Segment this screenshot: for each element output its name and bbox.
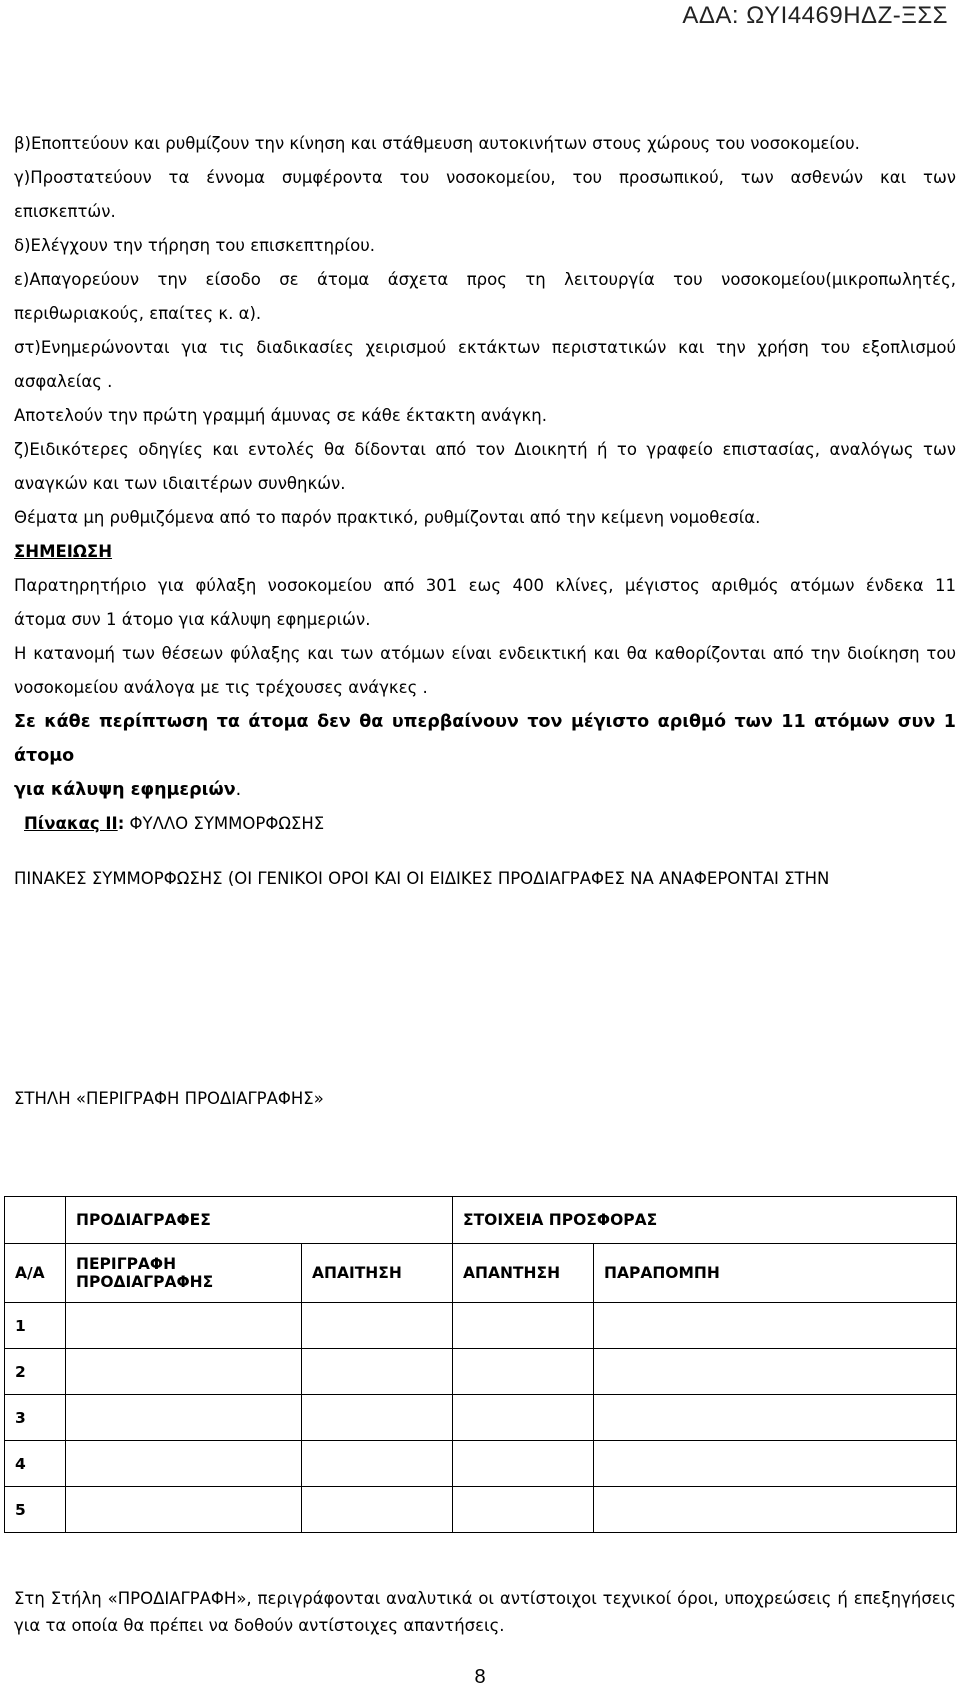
- table-cell: [453, 1395, 594, 1441]
- table-cell: [594, 1395, 957, 1441]
- table-header-description-line2: ΠΡΟΔΙΑΓΡΑΦΗΣ: [76, 1273, 214, 1291]
- table-cell: [302, 1487, 453, 1533]
- table-cell-empty: [5, 1197, 66, 1244]
- table-header-answer: ΑΠΑΝΤΗΣΗ: [453, 1244, 594, 1303]
- table-row: [5, 1349, 957, 1395]
- table-cell: [453, 1349, 594, 1395]
- table-cell: [66, 1395, 302, 1441]
- table-header-reference: ΠΑΡΑΠΟΜΠΗ: [594, 1244, 957, 1303]
- paragraph-paratiritirio-line2: άτομα συν 1 άτομο για κάλυψη εφημεριών.: [14, 610, 371, 629]
- paragraph-g-line2: επισκεπτών.: [14, 202, 116, 221]
- paragraph-z-line2: αναγκών και των ιδιαιτέρων συνθηκών.: [14, 474, 346, 493]
- table-cell: [302, 1395, 453, 1441]
- table-row: [5, 1395, 957, 1441]
- paragraph-apotelouν: Αποτελούν την πρώτη γραμμή άμυνας σε κάθε έκτακτη ανάγκη.: [14, 406, 547, 425]
- table-cell: [594, 1349, 957, 1395]
- table-cell: [453, 1303, 594, 1349]
- table-row: [5, 1441, 957, 1487]
- table-cell: [453, 1441, 594, 1487]
- table-header-row: [5, 1244, 957, 1303]
- table-cell: [66, 1349, 302, 1395]
- table-group-offer: ΣΤΟΙΧΕΙΑ ΠΡΟΣΦΟΡΑΣ: [453, 1197, 957, 1244]
- table-cell: [453, 1487, 594, 1533]
- table-row: [5, 1487, 957, 1533]
- ada-code: ΑΔΑ: ΩΥΙ4469ΗΔΖ-ΞΣΣ: [682, 2, 948, 29]
- paragraph-d: δ)Ελέγχουν την τήρηση του επισκεπτηρίου.: [14, 236, 376, 255]
- table-header-requirement: ΑΠΑΙΤΗΣΗ: [302, 1244, 453, 1303]
- table-group-specs: ΠΡΟΔΙΑΓΡΑΦΕΣ: [66, 1197, 453, 1244]
- paragraph-z-line1: ζ)Ειδικότερες οδηγίες και εντολές θα δίδονται από τον Διοικητή ή το γραφείο επιστασίας, αναλόγως των: [14, 440, 956, 459]
- table-caption: [14, 807, 956, 841]
- table-cell: [66, 1441, 302, 1487]
- note-heading: ΣΗΜΕΙΩΣΗ: [14, 542, 113, 561]
- compliance-table: [4, 1196, 957, 1533]
- table-group-header-row: [5, 1197, 957, 1244]
- paragraph-st-line1: στ)Ενημερώνονται για τις διαδικασίες χειρισμού εκτάκτων περιστατικών και την χρήση του εξοπλισμού: [14, 338, 956, 357]
- table-row-number: 5: [5, 1487, 66, 1533]
- table-header-description: [66, 1244, 302, 1303]
- bold-paragraph-line2: [14, 773, 956, 807]
- document-body: [14, 127, 956, 841]
- table-row: [5, 1303, 957, 1349]
- table-cell: [594, 1303, 957, 1349]
- table-cell: [302, 1349, 453, 1395]
- table-cell: [302, 1303, 453, 1349]
- paragraph-paratiritirio-line1: Παρατηρητήριο για φύλαξη νοσοκομείου από 301 εως 400 κλίνες, μέγιστος αριθμός ατόμων ένδεκα 11: [14, 576, 956, 595]
- paragraph-b: β)Εποπτεύουν και ρυθμίζουν την κίνηση και στάθμευση αυτοκινήτων στους χώρους του νοσοκομείου.: [14, 134, 860, 153]
- table-row-number: 2: [5, 1349, 66, 1395]
- table-cell: [66, 1303, 302, 1349]
- paragraph-katanomi-line2: νοσοκομείου ανάλογα με τις τρέχουσες ανάγκες .: [14, 678, 428, 697]
- table-caption-colon: :: [117, 814, 125, 833]
- table-header-description-line1: ΠΕΡΙΓΡΑΦΗ: [76, 1255, 177, 1273]
- table-header-aa: Α/Α: [5, 1244, 66, 1303]
- paragraph-themata: Θέματα μη ρυθμιζόμενα από το παρόν πρακτικό, ρυθμίζονται από την κείμενη νομοθεσία.: [14, 508, 761, 527]
- column-description-line: ΣΤΗΛΗ «ΠΕΡΙΓΡΑΦΗ ΠΡΟΔΙΑΓΡΑΦΗΣ»: [14, 1089, 324, 1108]
- table-row-number: 1: [5, 1303, 66, 1349]
- table-row-number: 4: [5, 1441, 66, 1487]
- paragraph-katanomi-line1: Η κατανομή των θέσεων φύλαξης και των ατόμων είναι ενδεικτική και θα καθορίζονται από την διοίκηση του: [14, 644, 956, 663]
- bold-paragraph-line2-end: .: [235, 780, 242, 800]
- paragraph-e-line1: ε)Απαγορεύουν την είσοδο σε άτομα άσχετα προς τη λειτουργία του νοσοκομείου(μικροπωλητές,: [14, 270, 956, 289]
- page-number: 8: [474, 1666, 486, 1688]
- paragraph-g-line1: γ)Προστατεύουν τα έννομα συμφέροντα του νοσοκομείου, του προσωπικού, των ασθενών και των: [14, 168, 956, 187]
- table-row-number: 3: [5, 1395, 66, 1441]
- paragraph-st-line2: ασφαλείας .: [14, 372, 113, 391]
- table-cell: [594, 1487, 957, 1533]
- compliance-tables-line: ΠΙΝΑΚΕΣ ΣΥΜΜΟΡΦΩΣΗΣ (ΟΙ ΓΕΝΙΚΟΙ ΟΡΟΙ ΚΑΙ ΟΙ ΕΙΔΙΚΕΣ ΠΡΟΔΙΑΓΡΑΦΕΣ ΝΑ ΑΝΑΦΕΡΟΝΤΑΙ ΣΤΗΝ: [14, 869, 830, 888]
- table-cell: [302, 1441, 453, 1487]
- bold-paragraph-line1: Σε κάθε περίπτωση τα άτομα δεν θα υπερβαίνουν τον μέγιστο αριθμό των 11 ατόμων συν 1 άτομο: [14, 712, 956, 766]
- paragraph-e-line2: περιθωριακούς, επαίτες κ. α).: [14, 304, 262, 323]
- table-cell: [66, 1487, 302, 1533]
- footer-paragraph: Στη Στήλη «ΠΡΟΔΙΑΓΡΑΦΗ», περιγράφονται αναλυτικά οι αντίστοιχοι τεχνικοί όροι, υποχρεώσεις ή επεξηγήσεις για τα οποία θα πρέπει να δοθούν αντίστοιχες απαντήσεις.: [14, 1589, 956, 1635]
- table-cell: [594, 1441, 957, 1487]
- table-caption-title: ΦΥΛΛΟ ΣΥΜΜΟΡΦΩΣΗΣ: [124, 814, 325, 833]
- table-caption-label: Πίνακας ΙΙ: [24, 814, 118, 833]
- bold-paragraph-line2-text: για κάλυψη εφημεριών: [14, 780, 236, 800]
